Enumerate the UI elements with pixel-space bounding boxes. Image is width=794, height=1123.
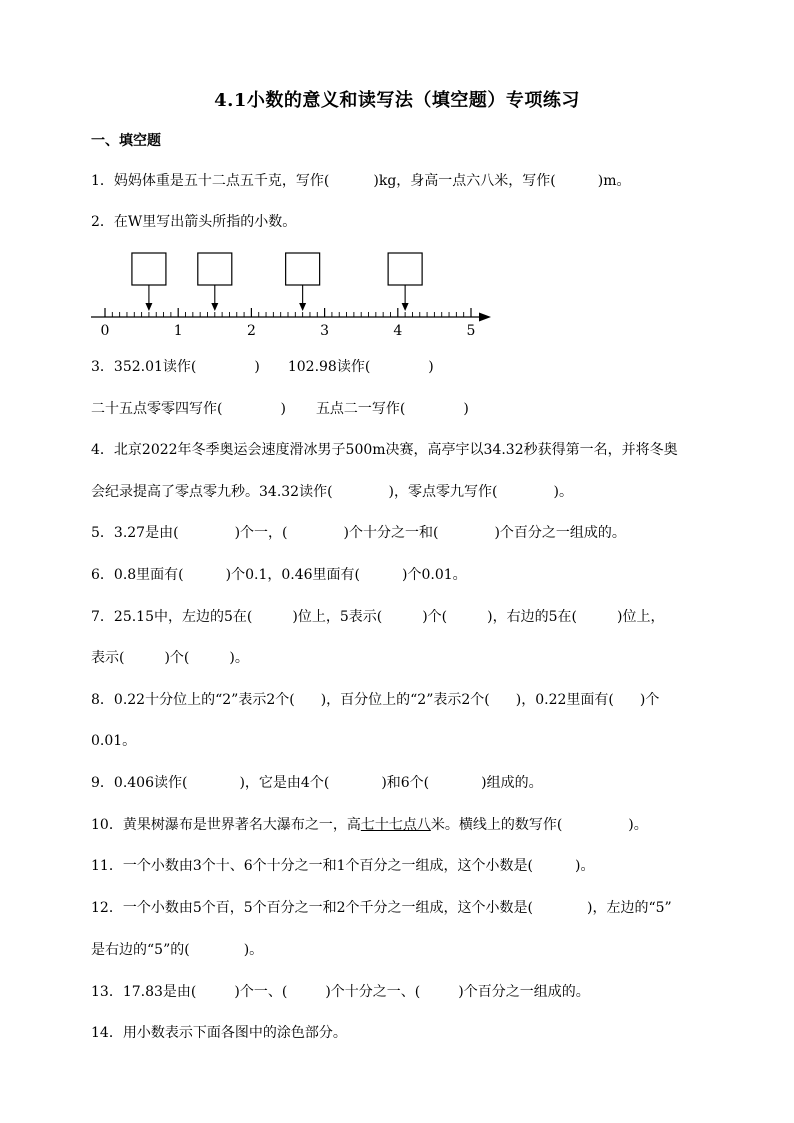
question-2: 2．在W里写出箭头所指的小数。 bbox=[91, 214, 297, 230]
number-line-label: 2 bbox=[246, 323, 256, 339]
answer-boxes bbox=[132, 253, 422, 311]
question-9: 9．0.406读作( )，它是由4个( )和6个( )组成的。 bbox=[91, 775, 543, 791]
question-13: 13．17.83是由( )个一、( )个十分之一、( )个百分之一组成的。 bbox=[91, 984, 590, 1000]
number-line-ticks bbox=[105, 308, 471, 317]
page-title: 4.1小数的意义和读写法（填空题）专项练习 bbox=[214, 90, 580, 111]
number-line-label: 5 bbox=[466, 323, 476, 339]
underlined-number: 七十七点八 bbox=[360, 817, 431, 833]
question-1: 1．妈妈体重是五十二点五千克，写作( )kg，身高一点六八米，写作( )m。 bbox=[91, 173, 631, 189]
answer-box[interactable] bbox=[388, 253, 422, 285]
pointer-arrow-head bbox=[145, 303, 152, 311]
number-line-arrowhead bbox=[479, 313, 491, 322]
question-12: 12．一个小数由5个百，5个百分之一和2个千分之一组成，这个小数是( )，左边的“5” bbox=[91, 900, 672, 916]
question-12-line-2: 是右边的“5”的( )。 bbox=[91, 942, 264, 958]
number-line-label: 0 bbox=[100, 323, 110, 339]
number-line-figure bbox=[85, 245, 505, 340]
question-14: 14．用小数表示下面各图中的涂色部分。 bbox=[91, 1025, 347, 1041]
pointer-arrow-head bbox=[211, 303, 218, 311]
section-heading: 一、填空题 bbox=[91, 133, 161, 149]
question-6: 6．0.8里面有( )个0.1，0.46里面有( )个0.01。 bbox=[91, 567, 467, 583]
question-10: 10．黄果树瀑布是世界著名大瀑布之一，高七十七点八米。横线上的数写作( )。 bbox=[91, 817, 648, 833]
number-line-labels bbox=[101, 323, 476, 339]
question-5: 5．3.27是由( )个一，( )个十分之一和( )个百分之一组成的。 bbox=[91, 525, 626, 541]
question-4-line-2: 会纪录提高了零点零九秒。34.32读作( )，零点零九写作( )。 bbox=[91, 484, 573, 500]
question-4: 4．北京2022年冬季奥运会速度滑冰男子500m决赛，高亭宇以34.32秒获得第一名，并将冬奥 bbox=[91, 442, 678, 458]
question-8: 8．0.22十分位上的“2”表示2个( )，百分位上的“2”表示2个( )，0.22里面有( )个 bbox=[91, 692, 660, 708]
pointer-arrow-head bbox=[299, 303, 306, 311]
number-line-label: 3 bbox=[320, 323, 330, 339]
question-11: 11．一个小数由3个十、6个十分之一和1个百分之一组成，这个小数是( )。 bbox=[91, 858, 595, 874]
answer-box[interactable] bbox=[286, 253, 320, 285]
pointer-arrow-head bbox=[402, 303, 409, 311]
question-3: 3．352.01读作( ) 102.98读作( ) bbox=[91, 359, 434, 375]
answer-box[interactable] bbox=[132, 253, 166, 285]
question-8-line-2: 0.01。 bbox=[91, 733, 137, 749]
question-7: 7．25.15中，左边的5在( )位上，5表示( )个( )，右边的5在( )位上， bbox=[91, 609, 665, 625]
question-7-line-2: 表示( )个( )。 bbox=[91, 650, 249, 666]
answer-box[interactable] bbox=[198, 253, 232, 285]
number-line-label: 4 bbox=[393, 323, 403, 339]
number-line-label: 1 bbox=[173, 323, 183, 339]
question-3-line-2: 二十五点零零四写作( ) 五点二一写作( ) bbox=[91, 401, 469, 417]
